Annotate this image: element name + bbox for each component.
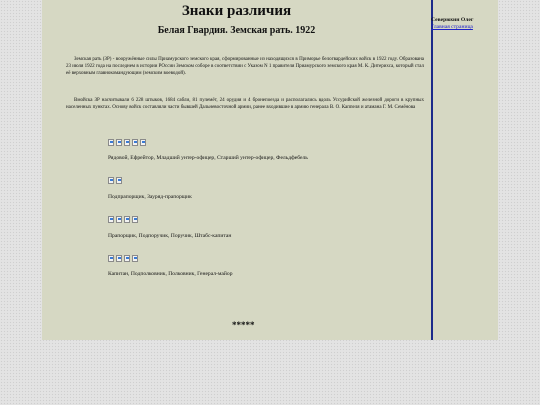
rank-images-row-3 xyxy=(108,216,138,224)
intro-paragraph-2: Вмойска ЗР насчитывали 6 228 штыков, 1684 сабли, 81 пулемёт, 24 орудия и 4 бронепоезда и располагались вдоль Уссурийской железной дороги в крупных населенных пунктах. Основу войск составляли части бывшей Дальневосточной армии, ранее входившие в армию генерала В. О. Каппеля и атамана Г. М. Семёнова xyxy=(66,98,424,110)
broken-image-icon xyxy=(132,216,138,223)
home-page-link[interactable]: Главная страница xyxy=(431,24,473,30)
rank-caption-4: Капитан, Подполковник, Полковник, Генерал-майор xyxy=(108,271,233,277)
main-content xyxy=(42,0,433,340)
rank-images-row-1 xyxy=(108,139,146,147)
broken-image-icon xyxy=(124,216,130,223)
author-name: Северюхин Олег xyxy=(431,17,474,23)
broken-image-icon xyxy=(132,255,138,262)
broken-image-icon xyxy=(116,177,122,184)
rank-images-row-4 xyxy=(108,255,138,263)
intro-paragraph: Земская рать (ЗР) - вооружённые силы Приамурского земского края, сформированные из находящихся в Приморье белогвардейских войск в 1922 году. Образована 23 июля 1922 года на последнем в истории РОссии Земском соборе в соответствии с Указом N 1 правителя Приамурского земского края М. К. Дитерихса, который стал её верховным главнокомандующим (земским воеводой). xyxy=(66,57,424,76)
rank-caption-1: Рядовой, Ефрейтор, Младший унтер-офицер, Старший унтер-офицер, Фельдфебель xyxy=(108,155,308,161)
broken-image-icon xyxy=(108,255,114,262)
broken-image-icon xyxy=(124,255,130,262)
footer-stars: ***** xyxy=(232,320,255,330)
page-title: Белая Гвардия. Земская рать. 1922 xyxy=(157,25,316,36)
broken-image-icon xyxy=(140,139,146,146)
site-title: Знаки различия xyxy=(181,3,292,19)
rank-caption-3: Прапорщик, Подпоручик, Поручик, Штабс-капитан xyxy=(108,233,232,239)
broken-image-icon xyxy=(132,139,138,146)
sidebar xyxy=(433,0,498,340)
broken-image-icon xyxy=(108,216,114,223)
broken-image-icon xyxy=(116,216,122,223)
rank-caption-2: Подпрапорщик, Зауряд-прапорщик xyxy=(108,194,192,200)
broken-image-icon xyxy=(116,139,122,146)
broken-image-icon xyxy=(108,177,114,184)
page-container xyxy=(42,0,498,340)
rank-images-row-2 xyxy=(108,177,122,185)
broken-image-icon xyxy=(108,139,114,146)
broken-image-icon xyxy=(116,255,122,262)
broken-image-icon xyxy=(124,139,130,146)
